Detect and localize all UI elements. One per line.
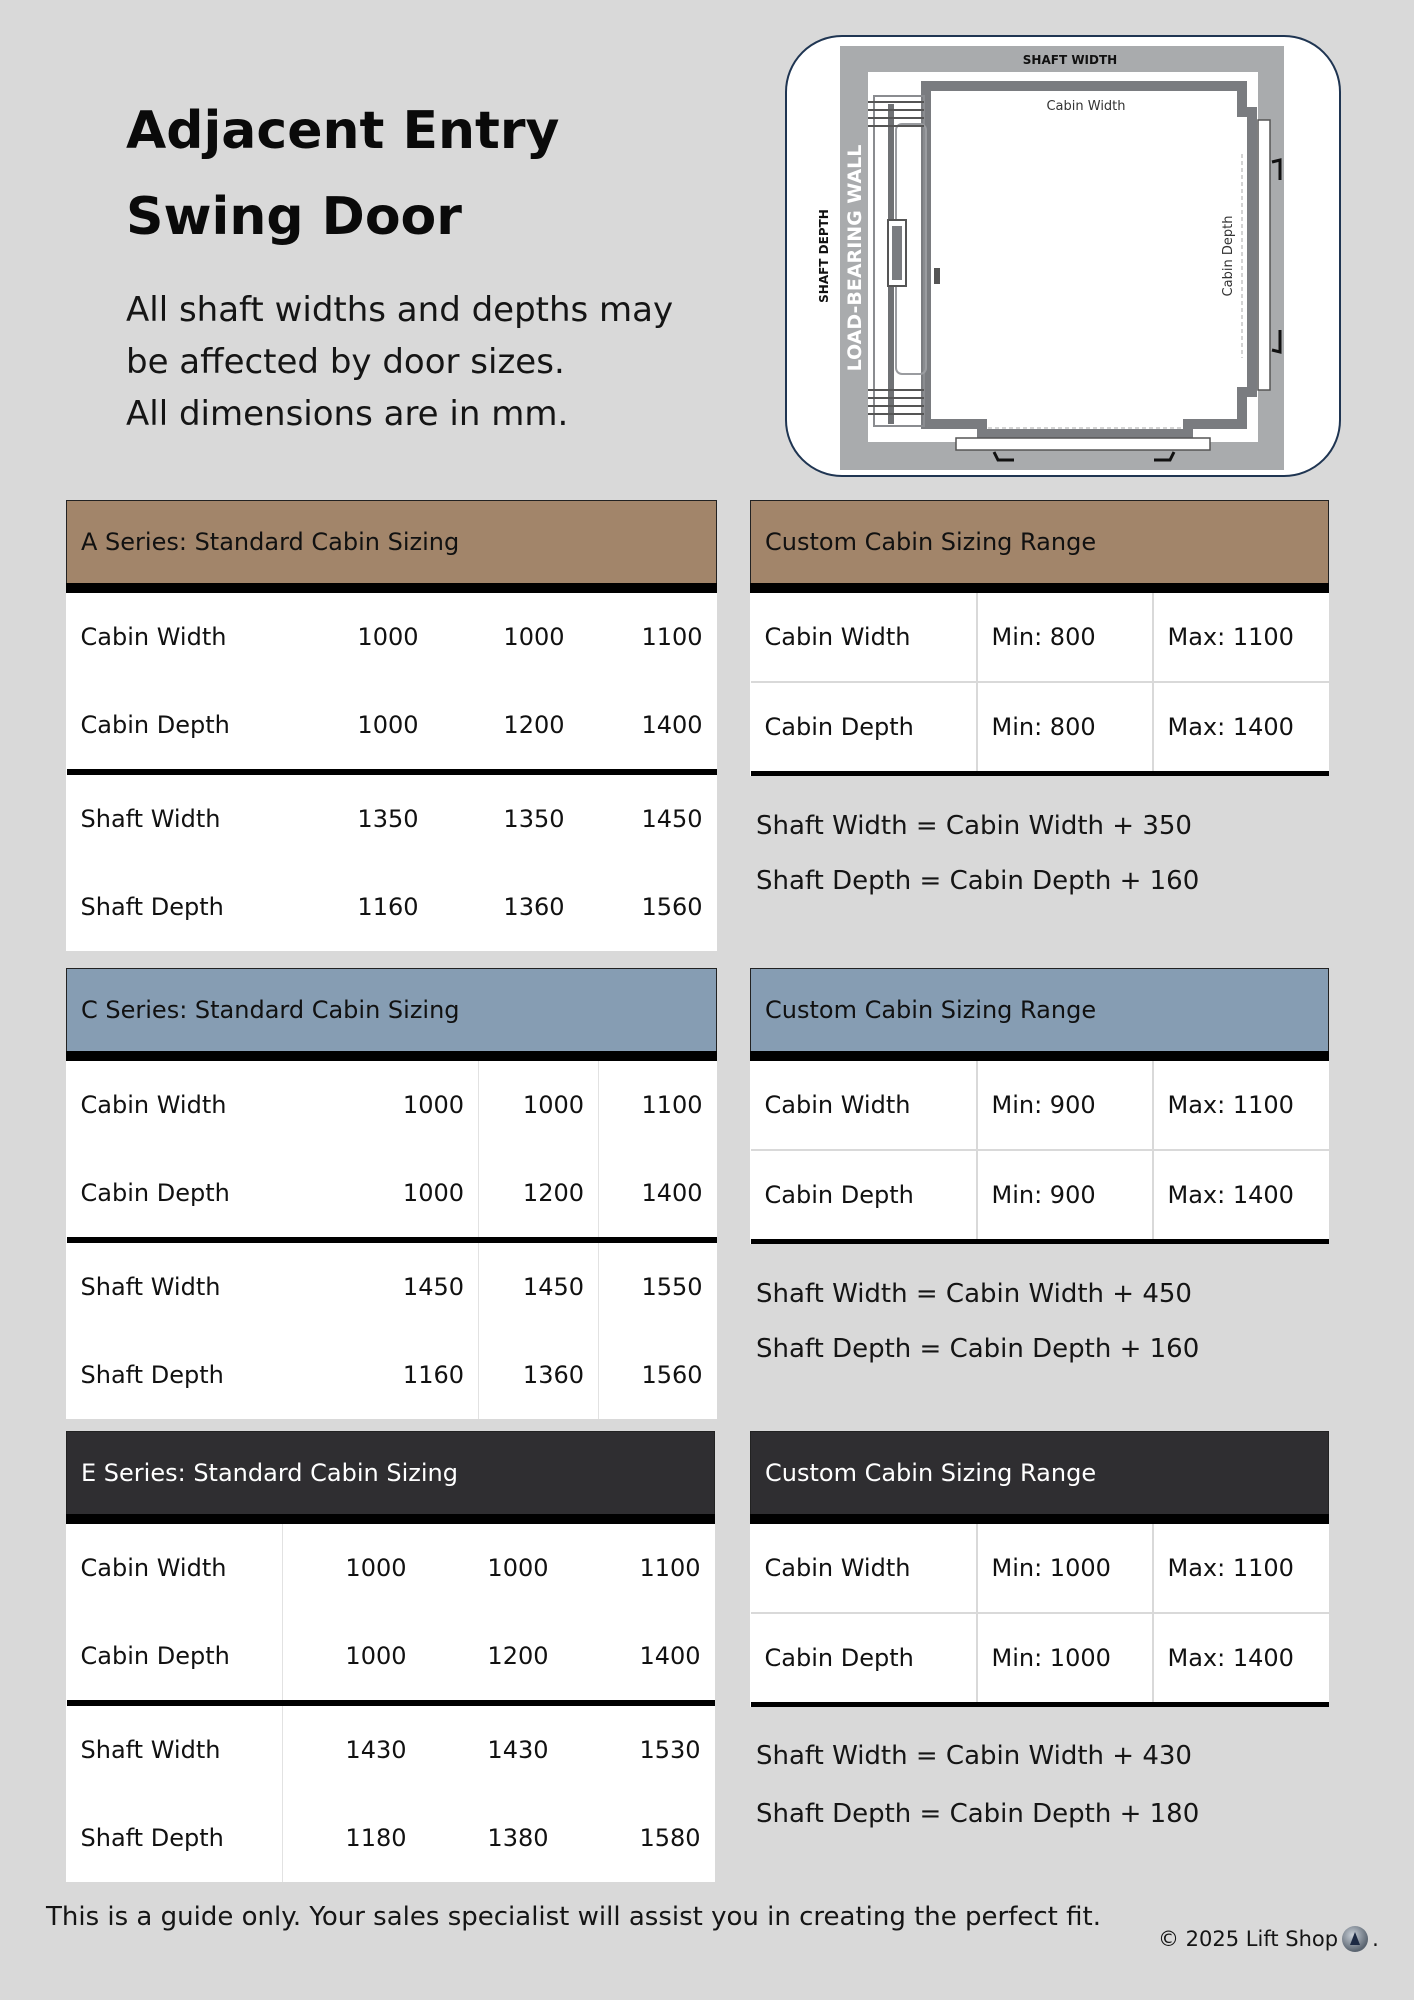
side-door (1258, 120, 1270, 390)
cell-value: 1160 (402, 1361, 464, 1389)
row-label: Shaft Depth (80, 893, 224, 921)
table-row (67, 1703, 715, 1794)
row-label: Shaft Width (67, 1703, 283, 1794)
cabin-depth-label: Cabin Depth (1221, 215, 1236, 297)
row-label: Shaft Depth (80, 1824, 224, 1852)
intro-text (126, 284, 686, 440)
cell-value: 1000 (283, 1612, 421, 1703)
table-row (751, 1613, 1329, 1705)
formula-shaft-width: Shaft Width = Cabin Width + 350 (756, 811, 1192, 841)
row-label: Cabin Depth (80, 711, 230, 739)
formula-shaft-depth: Shaft Depth = Cabin Depth + 160 (756, 1334, 1200, 1364)
page-title-line1: Adjacent Entry (126, 101, 560, 161)
table-row (67, 1240, 717, 1331)
copyright (1158, 1926, 1379, 1952)
intro-line2: be affected by door sizes. (126, 342, 565, 382)
cell-value: 1000 (283, 1519, 421, 1612)
floor-plan-diagram (784, 34, 1342, 478)
cell-value: 1000 (503, 623, 565, 651)
row-label: Cabin Width (80, 623, 227, 651)
footer-note: This is a guide only. Your sales specialist will assist you in creating the perfect fit. (46, 1902, 1101, 1932)
cell-value: 1200 (479, 1149, 599, 1240)
table-row (751, 588, 1329, 682)
row-label: Shaft Depth (80, 1361, 224, 1389)
cell-value: 1550 (599, 1240, 717, 1331)
cell-value: 1160 (357, 893, 419, 921)
row-label: Cabin Depth (751, 1150, 977, 1242)
cell-value: 1200 (503, 711, 565, 739)
table-row (67, 863, 717, 951)
cell-value: 1000 (479, 1056, 599, 1149)
table-row (67, 1612, 715, 1703)
range-max: Max: 1100 (1167, 1554, 1294, 1582)
cell-value: 1430 (421, 1703, 563, 1794)
cell-value: 1530 (563, 1703, 715, 1794)
a-series-title: A Series: Standard Cabin Sizing (67, 501, 717, 589)
bottom-door (956, 438, 1210, 450)
table-row (67, 1331, 717, 1419)
range-max: Max: 1400 (1153, 1613, 1329, 1705)
cell-value: 1100 (599, 1056, 717, 1149)
cell-value: 1000 (357, 711, 419, 739)
range-max: Max: 1400 (1153, 1150, 1329, 1242)
row-label: Cabin Width (751, 1056, 977, 1150)
table-row (751, 1150, 1329, 1242)
cell-value: 1000 (402, 1179, 464, 1207)
row-label: Cabin Depth (751, 682, 977, 774)
table-row (67, 588, 717, 681)
custom-range-title: Custom Cabin Sizing Range (751, 969, 1329, 1057)
range-min: Min: 800 (977, 682, 1153, 774)
cell-value: 1000 (402, 1091, 464, 1119)
a-series-custom-range-table (750, 500, 1329, 776)
formula-shaft-depth: Shaft Depth = Cabin Depth + 180 (756, 1799, 1200, 1829)
cell-value: 1180 (283, 1794, 421, 1882)
table-row (67, 681, 717, 772)
e-series-title: E Series: Standard Cabin Sizing (67, 1432, 715, 1520)
page-title-line2: Swing Door (126, 187, 462, 247)
c-series-custom-range-table (750, 968, 1329, 1244)
formula-shaft-width: Shaft Width = Cabin Width + 450 (756, 1279, 1192, 1309)
cell-value: 1450 (273, 1240, 479, 1331)
shaft-depth-label: SHAFT DEPTH (817, 209, 831, 303)
lift-shop-logo-icon (1342, 1926, 1368, 1952)
c-series-table (66, 968, 717, 1419)
c-series-title: C Series: Standard Cabin Sizing (67, 969, 717, 1057)
range-max: Max: 1100 (1167, 1091, 1294, 1119)
table-row (751, 1519, 1329, 1613)
row-label: Cabin Width (751, 588, 977, 682)
load-bearing-wall-label: LOAD-BEARING WALL (844, 144, 866, 372)
cell-value: 1430 (283, 1703, 421, 1794)
row-label: Cabin Width (80, 1091, 227, 1119)
cell-value: 1100 (641, 623, 703, 651)
range-min: Min: 1000 (977, 1613, 1153, 1705)
a-series-table (66, 500, 717, 951)
cell-value: 1580 (639, 1824, 701, 1852)
cell-value: 1400 (639, 1642, 701, 1670)
range-max: Max: 1400 (1153, 682, 1329, 774)
table-row (67, 1519, 715, 1612)
cell-value: 1350 (433, 772, 579, 863)
cell-value: 1350 (287, 772, 433, 863)
row-label: Cabin Width (80, 1554, 227, 1582)
copyright-period: . (1372, 1927, 1379, 1951)
range-min: Min: 1000 (977, 1519, 1153, 1613)
row-label: Cabin Width (751, 1519, 977, 1613)
table-row (67, 1794, 715, 1882)
cell-value: 1100 (639, 1554, 701, 1582)
cell-value: 1400 (641, 711, 703, 739)
cabin-width-label: Cabin Width (1046, 99, 1126, 114)
table-row (67, 772, 717, 863)
e-series-table (66, 1431, 715, 1882)
custom-range-title: Custom Cabin Sizing Range (751, 1432, 1329, 1520)
cell-value: 1000 (357, 623, 419, 651)
table-row (67, 1056, 717, 1149)
row-label: Cabin Depth (80, 1642, 230, 1670)
range-min: Min: 800 (977, 588, 1153, 682)
intro-line1: All shaft widths and depths may (126, 290, 674, 330)
cell-value: 1450 (579, 772, 717, 863)
cell-value: 1450 (479, 1240, 599, 1331)
cell-value: 1560 (599, 1331, 717, 1419)
row-label: Cabin Depth (80, 1179, 230, 1207)
cell-value: 1360 (479, 1331, 599, 1419)
row-label: Cabin Depth (751, 1613, 977, 1705)
cell-value: 1400 (599, 1149, 717, 1240)
range-max: Max: 1100 (1167, 623, 1294, 651)
cell-value: 1000 (487, 1554, 549, 1582)
formula-shaft-width: Shaft Width = Cabin Width + 430 (756, 1741, 1192, 1771)
e-series-custom-range-table (750, 1431, 1329, 1707)
cell-value: 1360 (503, 893, 565, 921)
cell-value: 1200 (487, 1642, 549, 1670)
page-title (126, 88, 686, 260)
formula-shaft-depth: Shaft Depth = Cabin Depth + 160 (756, 866, 1200, 896)
row-label: Shaft Width (67, 772, 287, 863)
shaft-width-label: SHAFT WIDTH (1022, 53, 1118, 67)
custom-range-title: Custom Cabin Sizing Range (751, 501, 1329, 589)
table-row (751, 682, 1329, 774)
table-row (751, 1056, 1329, 1150)
copyright-text: © 2025 Lift Shop (1158, 1927, 1339, 1951)
range-min: Min: 900 (977, 1150, 1153, 1242)
range-min: Min: 900 (977, 1056, 1153, 1150)
cell-value: 1560 (641, 893, 703, 921)
table-row (67, 1149, 717, 1240)
row-label: Shaft Width (67, 1240, 273, 1331)
cell-value: 1380 (487, 1824, 549, 1852)
intro-line3: All dimensions are in mm. (126, 394, 569, 434)
